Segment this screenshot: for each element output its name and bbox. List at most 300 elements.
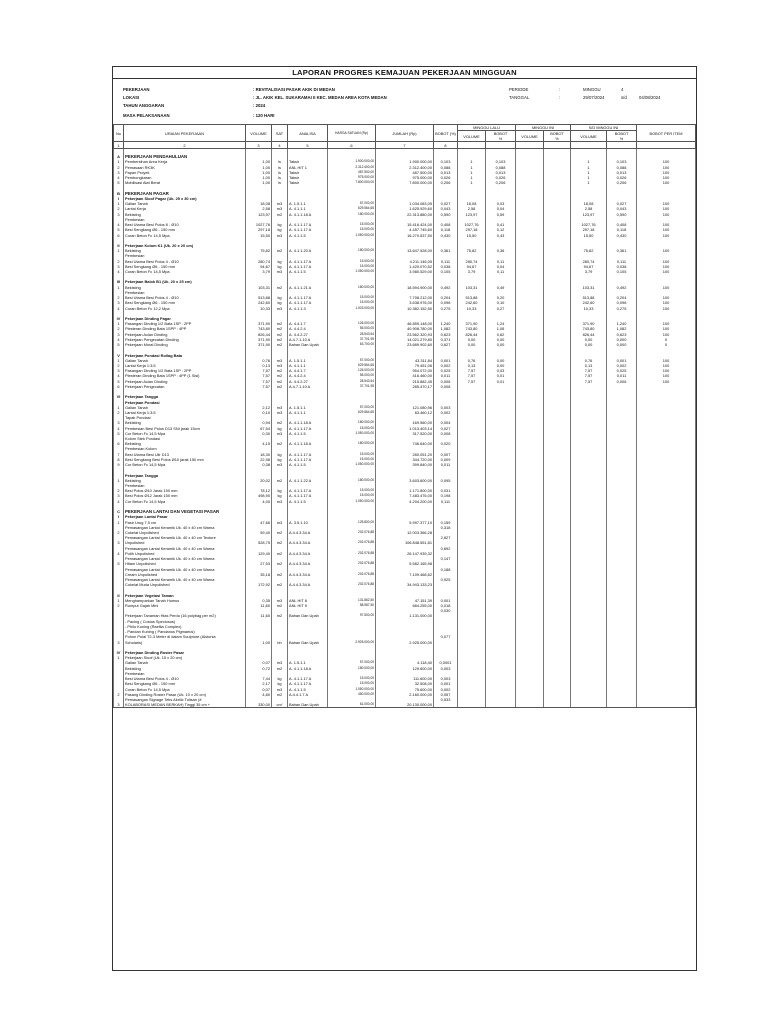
table-cell: 1.050.000,00 <box>328 462 376 467</box>
table-cell: m3 <box>272 363 288 368</box>
table-cell: 1,00 <box>246 170 272 175</box>
table-cell: 2.925.000,00 <box>376 640 434 645</box>
table-cell: 954.072,00 <box>376 368 434 373</box>
table-cell: 172,92 <box>246 582 272 587</box>
table-cell: 55.000,00 <box>328 373 376 378</box>
table-cell: 330,00 <box>246 702 272 708</box>
table-cell: 0,001 <box>434 681 458 686</box>
table-cell: 0,408 <box>607 222 637 227</box>
table-cell: 1027,76 <box>246 222 272 227</box>
info-label: LOKASI <box>123 95 140 100</box>
table-cell: 40.908.780,00 <box>376 326 434 331</box>
table-cell: 3.980.529,00 <box>376 269 434 274</box>
table-cell: A.4.4.3.34 A <box>288 540 328 545</box>
table-cell: kg <box>272 493 288 498</box>
table-cell: A. 4.1.1.20 A <box>288 248 328 253</box>
table-cell: 0,492 <box>434 285 458 290</box>
table-cell: 371,90 <box>246 321 272 326</box>
table-cell: 15,50 <box>571 233 607 238</box>
table-cell: 0,011 <box>434 373 458 378</box>
table-cell: 0,692 <box>434 546 458 551</box>
table-cell: 1,240 <box>434 321 458 326</box>
table-cell: 0,103 <box>486 159 516 164</box>
table-cell: 0,04 <box>486 206 516 211</box>
table-cell: 180.000,00 <box>328 212 376 217</box>
table-cell: m3 <box>272 206 288 211</box>
table-cell: 10,33 <box>458 306 486 311</box>
table-cell: Pembesian <box>124 253 246 258</box>
table-cell: 125.800,00 <box>328 520 376 525</box>
table-cell: 34.943.133,23 <box>376 582 434 587</box>
table-cell: 826,44 <box>246 332 272 337</box>
table-cell: A. 4.1.1.17 A <box>288 493 328 498</box>
table-cell: 100 <box>637 201 696 206</box>
table-cell: Cream Unpolished <box>124 572 246 577</box>
table-cell: A. 4.1.1.21 A <box>288 285 328 290</box>
table-cell: A. 4.1.1.1 <box>288 206 328 211</box>
info-value: : 2024 <box>253 103 266 108</box>
table-cell: ls <box>272 180 288 185</box>
table-cell: A. 1.5.1.1 <box>288 660 328 665</box>
table-cell: 0,623 <box>607 332 637 337</box>
table-cell: 0,00 <box>486 358 516 363</box>
table-cell: m2 <box>272 321 288 326</box>
table-cell: 4 <box>114 222 124 227</box>
table-cell <box>571 702 607 708</box>
table-cell: 743,80 <box>571 326 607 331</box>
table-cell: 5 <box>114 379 124 384</box>
table-cell: 100 <box>637 222 696 227</box>
table-cell: 32.508,00 <box>376 681 434 686</box>
table-cell: 4 <box>114 306 124 311</box>
table-cell: Bekisting <box>124 285 246 290</box>
table-cell: 23.562.320,93 <box>376 332 434 337</box>
table-cell: 100 <box>637 159 696 164</box>
table-cell: 0,318 <box>434 525 458 530</box>
table-cell: m2 <box>272 342 288 347</box>
table-cell: 0,206 <box>486 180 516 185</box>
table-cell: 7,57 <box>458 368 486 373</box>
table-cell: A.4.7.1.10 A <box>288 337 328 342</box>
table-cell: 3 <box>114 300 124 305</box>
table-cell: 18.594.900,00 <box>376 285 434 290</box>
table-cell: A. 4.1.1.1 <box>288 363 328 368</box>
table-cell: 0,147 <box>434 556 458 561</box>
table-cell: 1,24 <box>486 321 516 326</box>
table-cell: 1 <box>571 165 607 170</box>
table-cell: 1,00 <box>246 165 272 170</box>
table-cell: Lantai Kerja 1:3:5 <box>124 410 246 415</box>
table-cell: 97.500,00 <box>328 613 376 618</box>
table-cell: Pembersihan Area Kerja <box>124 159 246 164</box>
table-cell: m3 <box>272 201 288 206</box>
table-cell: 15.000,00 <box>328 488 376 493</box>
table-cell: 5 <box>114 180 124 185</box>
table-cell: m2 <box>272 441 288 446</box>
table-cell: 0,925 <box>434 577 458 582</box>
table-cell: 0,030 <box>434 608 458 613</box>
table-cell: m2 <box>272 530 288 535</box>
table-cell: 43.311,84 <box>376 358 434 363</box>
table-cell: 75,82 <box>458 248 486 253</box>
table-cell: 5 <box>114 561 124 566</box>
table-cell: 0,188 <box>434 567 458 572</box>
table-cell: 0,000 <box>607 337 637 342</box>
table-cell: A. 4.1.1.17 A <box>288 227 328 232</box>
table-cell: 1 <box>571 180 607 185</box>
table-cell: m3 <box>272 410 288 415</box>
table-cell: 202.076,88 <box>328 572 376 577</box>
table-cell: 4 <box>114 373 124 378</box>
table-cell: kg <box>272 300 288 305</box>
table-cell: 0,008 <box>434 431 458 436</box>
table-cell: 100 <box>637 180 696 185</box>
table-cell: 11,60 <box>246 603 272 608</box>
table-cell: m3 <box>272 269 288 274</box>
table-cell: 2 <box>114 410 124 415</box>
column-number: 4 <box>272 142 288 149</box>
table-cell: A. 4.4.2.4 <box>288 373 328 378</box>
table-cell: 0,371 <box>434 337 458 342</box>
table-cell: 684.255,00 <box>376 603 434 608</box>
table-cell: 2 <box>114 206 124 211</box>
table-cell: 15.000,00 <box>328 295 376 300</box>
table-cell: 416.460,00 <box>376 373 434 378</box>
table-cell: V <box>114 353 124 358</box>
table-cell: Besi Sengkang Ø6 - 150 mm <box>124 264 246 269</box>
table-cell: 75.600,00 <box>376 687 434 692</box>
table-cell: 0,013 <box>607 170 637 175</box>
table-cell: 0,027 <box>607 201 637 206</box>
table-cell: 0,627 <box>434 342 458 347</box>
table-cell: 100 <box>637 379 696 384</box>
table-cell: 180.000,00 <box>328 420 376 425</box>
table-cell: 0,077 <box>434 634 458 639</box>
table-cell: Besi Sengkang Ø6 - 150 mm <box>124 227 246 232</box>
table-cell: 0,11 <box>486 269 516 274</box>
table-cell: 1 <box>114 405 124 410</box>
table-cell: A.4.4.3.34 A <box>288 551 328 556</box>
table-cell: 2,58 <box>458 206 486 211</box>
table-cell: 5 <box>114 431 124 436</box>
table-cell: A. 4.1.1.17 A <box>288 222 328 227</box>
table-cell: 0,00 <box>486 337 516 342</box>
table-cell: 0,043 <box>607 206 637 211</box>
table-cell: 2,12 <box>246 405 272 410</box>
table-cell: 0,62 <box>486 332 516 337</box>
table-cell: 1 <box>458 170 486 175</box>
table-cell: 15.000,00 <box>328 264 376 269</box>
column-number: 1 <box>114 142 124 149</box>
table-cell: 0,011 <box>434 462 458 467</box>
table-cell: 15.000,00 <box>328 681 376 686</box>
table-cell: Pemasangan Lantai Keramik Uk. 40 x 40 cm Texture <box>124 535 246 540</box>
table-cell: 47,66 <box>246 520 272 525</box>
table-cell: 7.708.212,00 <box>376 295 434 300</box>
table-cell: 0,026 <box>434 175 458 180</box>
table-cell: 0,361 <box>434 248 458 253</box>
table-cell: 4,15 <box>246 441 272 446</box>
table-cell: 0,026 <box>607 175 637 180</box>
table-cell: 1,08 <box>486 326 516 331</box>
column-number: 3 <box>246 142 272 149</box>
table-cell: 180.000,00 <box>328 666 376 671</box>
table-cell: 1.171.800,00 <box>376 488 434 493</box>
table-cell: A. 4.1.1.17 A <box>288 457 328 462</box>
table-cell: 10,33 <box>246 306 272 311</box>
table-cell: 4 <box>114 269 124 274</box>
table-cell <box>544 702 571 708</box>
column-number: 8 <box>434 142 458 149</box>
period-labels <box>509 86 529 102</box>
column-number: 2 <box>124 142 246 149</box>
table-cell: A. 4.1.1.17 A <box>288 681 328 686</box>
header-bobot: BOBOT (%) <box>434 125 458 142</box>
table-cell: 1 <box>571 159 607 164</box>
table-cell: 27,53 <box>246 561 272 566</box>
table-cell: Papan Proyek <box>124 170 246 175</box>
table-cell: 0,105 <box>607 269 637 274</box>
table-cell: 58.987,50 <box>328 603 376 608</box>
periode-sep: : <box>559 87 561 92</box>
table-cell: 1.131.000,00 <box>376 613 434 618</box>
table-cell: 0,590 <box>434 212 458 217</box>
column-number-row <box>114 142 696 149</box>
table-cell: m2 <box>272 420 288 425</box>
table-cell: 4 <box>114 337 124 342</box>
table-cell: 4 <box>114 551 124 556</box>
table-cell: 0,043 <box>434 206 458 211</box>
table-cell: 100 <box>637 295 696 300</box>
table-cell: 0,096 <box>607 300 637 305</box>
table-cell: m3 <box>272 660 288 665</box>
table-cell: I <box>114 196 124 201</box>
table-cell: A.4.4.3.34 A <box>288 561 328 566</box>
table-cell: 6 <box>114 384 124 389</box>
table-cell: Taksir <box>288 180 328 185</box>
table-cell: 2,17 <box>246 681 272 686</box>
table-cell: kg <box>272 452 288 457</box>
table-cell: Pembesian <box>124 290 246 295</box>
table-cell: 0 <box>637 342 696 347</box>
table-cell: 975.000,00 <box>376 175 434 180</box>
table-cell: Galian Tanah <box>124 660 246 665</box>
table-cell: kg <box>272 295 288 300</box>
table-cell: 0,43 <box>486 233 516 238</box>
tanggal-from: 29/07/2024 <box>583 95 605 100</box>
table-cell: Coran Beton Fc 14,5 Mpa <box>124 269 246 274</box>
sub-volume-ini: VOLUME <box>516 131 544 142</box>
table-cell: 3.638.976,00 <box>376 300 434 305</box>
table-cell: Bekisting <box>124 420 246 425</box>
table-cell: 0,096 <box>434 300 458 305</box>
table-cell: kg <box>272 264 288 269</box>
table-cell: IV <box>114 316 124 321</box>
table-cell: Pemasangan Signage Teks Akrilic Tulisan (# <box>124 697 246 702</box>
table-cell: A <box>114 154 124 159</box>
table-cell: A. 4.1.1.17 A <box>288 676 328 681</box>
table-cell: Menghamparkan Tanah Humus <box>124 598 246 603</box>
report-sheet <box>112 66 697 971</box>
table-cell: 3 <box>114 264 124 269</box>
table-cell: 242,60 <box>458 300 486 305</box>
table-cell: 0,002 <box>434 410 458 415</box>
table-cell: 15.000,00 <box>328 676 376 681</box>
table-cell: Pembesian <box>124 671 246 676</box>
table-cell: 94,67 <box>246 264 272 269</box>
table-cell: Pekerjaan Sloof (Uk. 15 x 20 cm) <box>124 655 246 660</box>
table-cell: m3 <box>272 431 288 436</box>
table-cell: Pembongkaran <box>124 175 246 180</box>
table-cell: Bahan Dan Upah <box>288 342 328 347</box>
table-cell: 100 <box>637 227 696 232</box>
header-sat: SAT <box>272 125 288 142</box>
table-cell: 4 <box>114 175 124 180</box>
table-cell: 0,10 <box>486 300 516 305</box>
table-cell: 0,031 <box>434 488 458 493</box>
table-cell: 100 <box>637 212 696 217</box>
column-number <box>571 142 607 149</box>
table-cell: 37.701,95 <box>328 337 376 342</box>
table-cell: 5.562.165,98 <box>376 561 434 566</box>
table-cell: Besi Sengkang Ø6 - 150 mm <box>124 681 246 686</box>
table-cell: 7.800.000,00 <box>376 180 434 185</box>
table-cell: Rumput Gajah Mini <box>124 603 246 608</box>
table-cell: 0,003 <box>434 676 458 681</box>
table-cell: cm' <box>272 702 288 708</box>
table-cell: 0,111 <box>434 259 458 264</box>
table-cell: 0,013 <box>434 170 458 175</box>
table-cell: 3,79 <box>246 269 272 274</box>
table-row <box>114 702 696 708</box>
table-cell: 15.000,00 <box>328 457 376 462</box>
table-cell: 123,97 <box>246 212 272 217</box>
table-cell: 0,095 <box>434 478 458 483</box>
table-cell: - Philo Kuning (Raeflia Complex) <box>124 624 246 629</box>
table-cell: 100 <box>637 373 696 378</box>
table-cell: 0,009 <box>434 457 458 462</box>
table-cell: 18,30 <box>246 452 272 457</box>
table-cell: 242,60 <box>246 300 272 305</box>
table-cell: Besi Utama Besi Polos 8 - Ø10 <box>124 222 246 227</box>
table-cell: 1 <box>114 159 124 164</box>
tanggal-to-sep: s/d <box>621 95 627 100</box>
table-cell: 826,44 <box>571 332 607 337</box>
table-cell: 2.312.400,00 <box>376 165 434 170</box>
table-cell: 0,118 <box>434 227 458 232</box>
table-cell: 6 <box>114 233 124 238</box>
table-cell: Pekerjaan Pondasi <box>124 400 246 405</box>
table-cell: m3 <box>272 306 288 311</box>
table-cell: 121.080,96 <box>376 405 434 410</box>
table-cell: 7,57 <box>458 379 486 384</box>
report-title: LAPORAN PROGRES KEMAJUAN PEKERJAAN MINGGUAN <box>113 67 696 79</box>
table-cell: Bekisting <box>124 666 246 671</box>
table-cell: 20,02 <box>246 478 272 483</box>
table-cell: 7.109.468,62 <box>376 572 434 577</box>
table-cell: 826,44 <box>458 332 486 337</box>
info-value: : 120 HARI <box>253 113 275 118</box>
table-cell: VI <box>114 394 124 399</box>
table-cell: m2 <box>272 326 288 331</box>
table-cell: 1,00 <box>246 640 272 645</box>
table-cell: 2 <box>114 363 124 368</box>
table-cell: A. 4.1.1.18 A <box>288 441 328 446</box>
table-cell: 7.483.476,00 <box>376 493 434 498</box>
table-cell: 1 <box>114 478 124 483</box>
table-cell: 100 <box>637 165 696 170</box>
table-cell: 0,003 <box>434 666 458 671</box>
table-cell: 1.050.000,00 <box>328 499 376 504</box>
table-cell: 513,88 <box>571 295 607 300</box>
table-cell: 498,90 <box>246 493 272 498</box>
table-cell: 0,00 <box>458 342 486 347</box>
table-cell: 743,80 <box>246 326 272 331</box>
table-cell: ls <box>272 165 288 170</box>
table-cell: 7,57 <box>246 379 272 384</box>
table-cell: 202.076,88 <box>328 561 376 566</box>
table-cell: 100 <box>637 285 696 290</box>
table-cell: 0,94 <box>246 420 272 425</box>
table-cell: 0,025 <box>434 368 458 373</box>
table-cell: 450.000,00 <box>328 692 376 697</box>
table-cell: A. 4.1.1.5 <box>288 687 328 692</box>
table-cell: 10,33 <box>571 306 607 311</box>
table-cell: 280,74 <box>246 259 272 264</box>
table-cell: 0,36 <box>486 248 516 253</box>
table-cell: 0,590 <box>607 212 637 217</box>
table-cell: 202.076,88 <box>328 530 376 535</box>
table-cell: 629.564,65 <box>328 410 376 415</box>
table-cell: I <box>114 514 124 519</box>
project-info-values <box>253 86 387 120</box>
column-number <box>486 142 516 149</box>
table-cell: A. 1.5.1.1 <box>288 405 328 410</box>
table-cell: m2 <box>272 212 288 217</box>
table-cell: 126.000,00 <box>328 321 376 326</box>
table-cell: 629.564,65 <box>328 363 376 368</box>
table-cell: 20.130.000,00 <box>376 702 434 708</box>
table-cell: 746.640,00 <box>376 441 434 446</box>
table-cell: 103,31 <box>571 285 607 290</box>
table-cell: Cokelat Muda Unpolished <box>124 582 246 587</box>
table-cell: m2 <box>272 248 288 253</box>
table-cell: Pekerjaan Pondasi Rollag Bata <box>124 353 246 358</box>
table-cell: Besi Sengkang Besi Polos Ø10 jarak 150 mm <box>124 457 246 462</box>
table-cell <box>458 702 486 708</box>
table-cell: 0,011 <box>607 373 637 378</box>
table-cell: 7,57 <box>571 373 607 378</box>
header-no: No <box>114 125 124 142</box>
table-cell: 57.000,00 <box>328 660 376 665</box>
sub-volume-sd: VOLUME <box>571 131 607 142</box>
table-cell: Plesteran Dinding Bata 1SPP : 4PP (1 Sisi) <box>124 373 246 378</box>
table-cell: 0,59 <box>486 212 516 217</box>
table-cell: 1.050.000,00 <box>328 269 376 274</box>
table-cell: m3 <box>272 520 288 525</box>
table-cell: 4.118,40 <box>376 660 434 665</box>
table-cell: 0,408 <box>434 222 458 227</box>
table-cell: 1 <box>458 165 486 170</box>
table-cell: kg <box>272 426 288 431</box>
table-cell: 1.900.000,00 <box>376 159 434 164</box>
table-cell <box>607 702 637 708</box>
table-cell: 4 <box>114 499 124 504</box>
table-cell: A. 4.1.1.17 A <box>288 264 328 269</box>
table-cell: 0 <box>637 337 696 342</box>
table-cell: 0,013 <box>486 170 516 175</box>
table-cell: 4,00 <box>246 499 272 504</box>
